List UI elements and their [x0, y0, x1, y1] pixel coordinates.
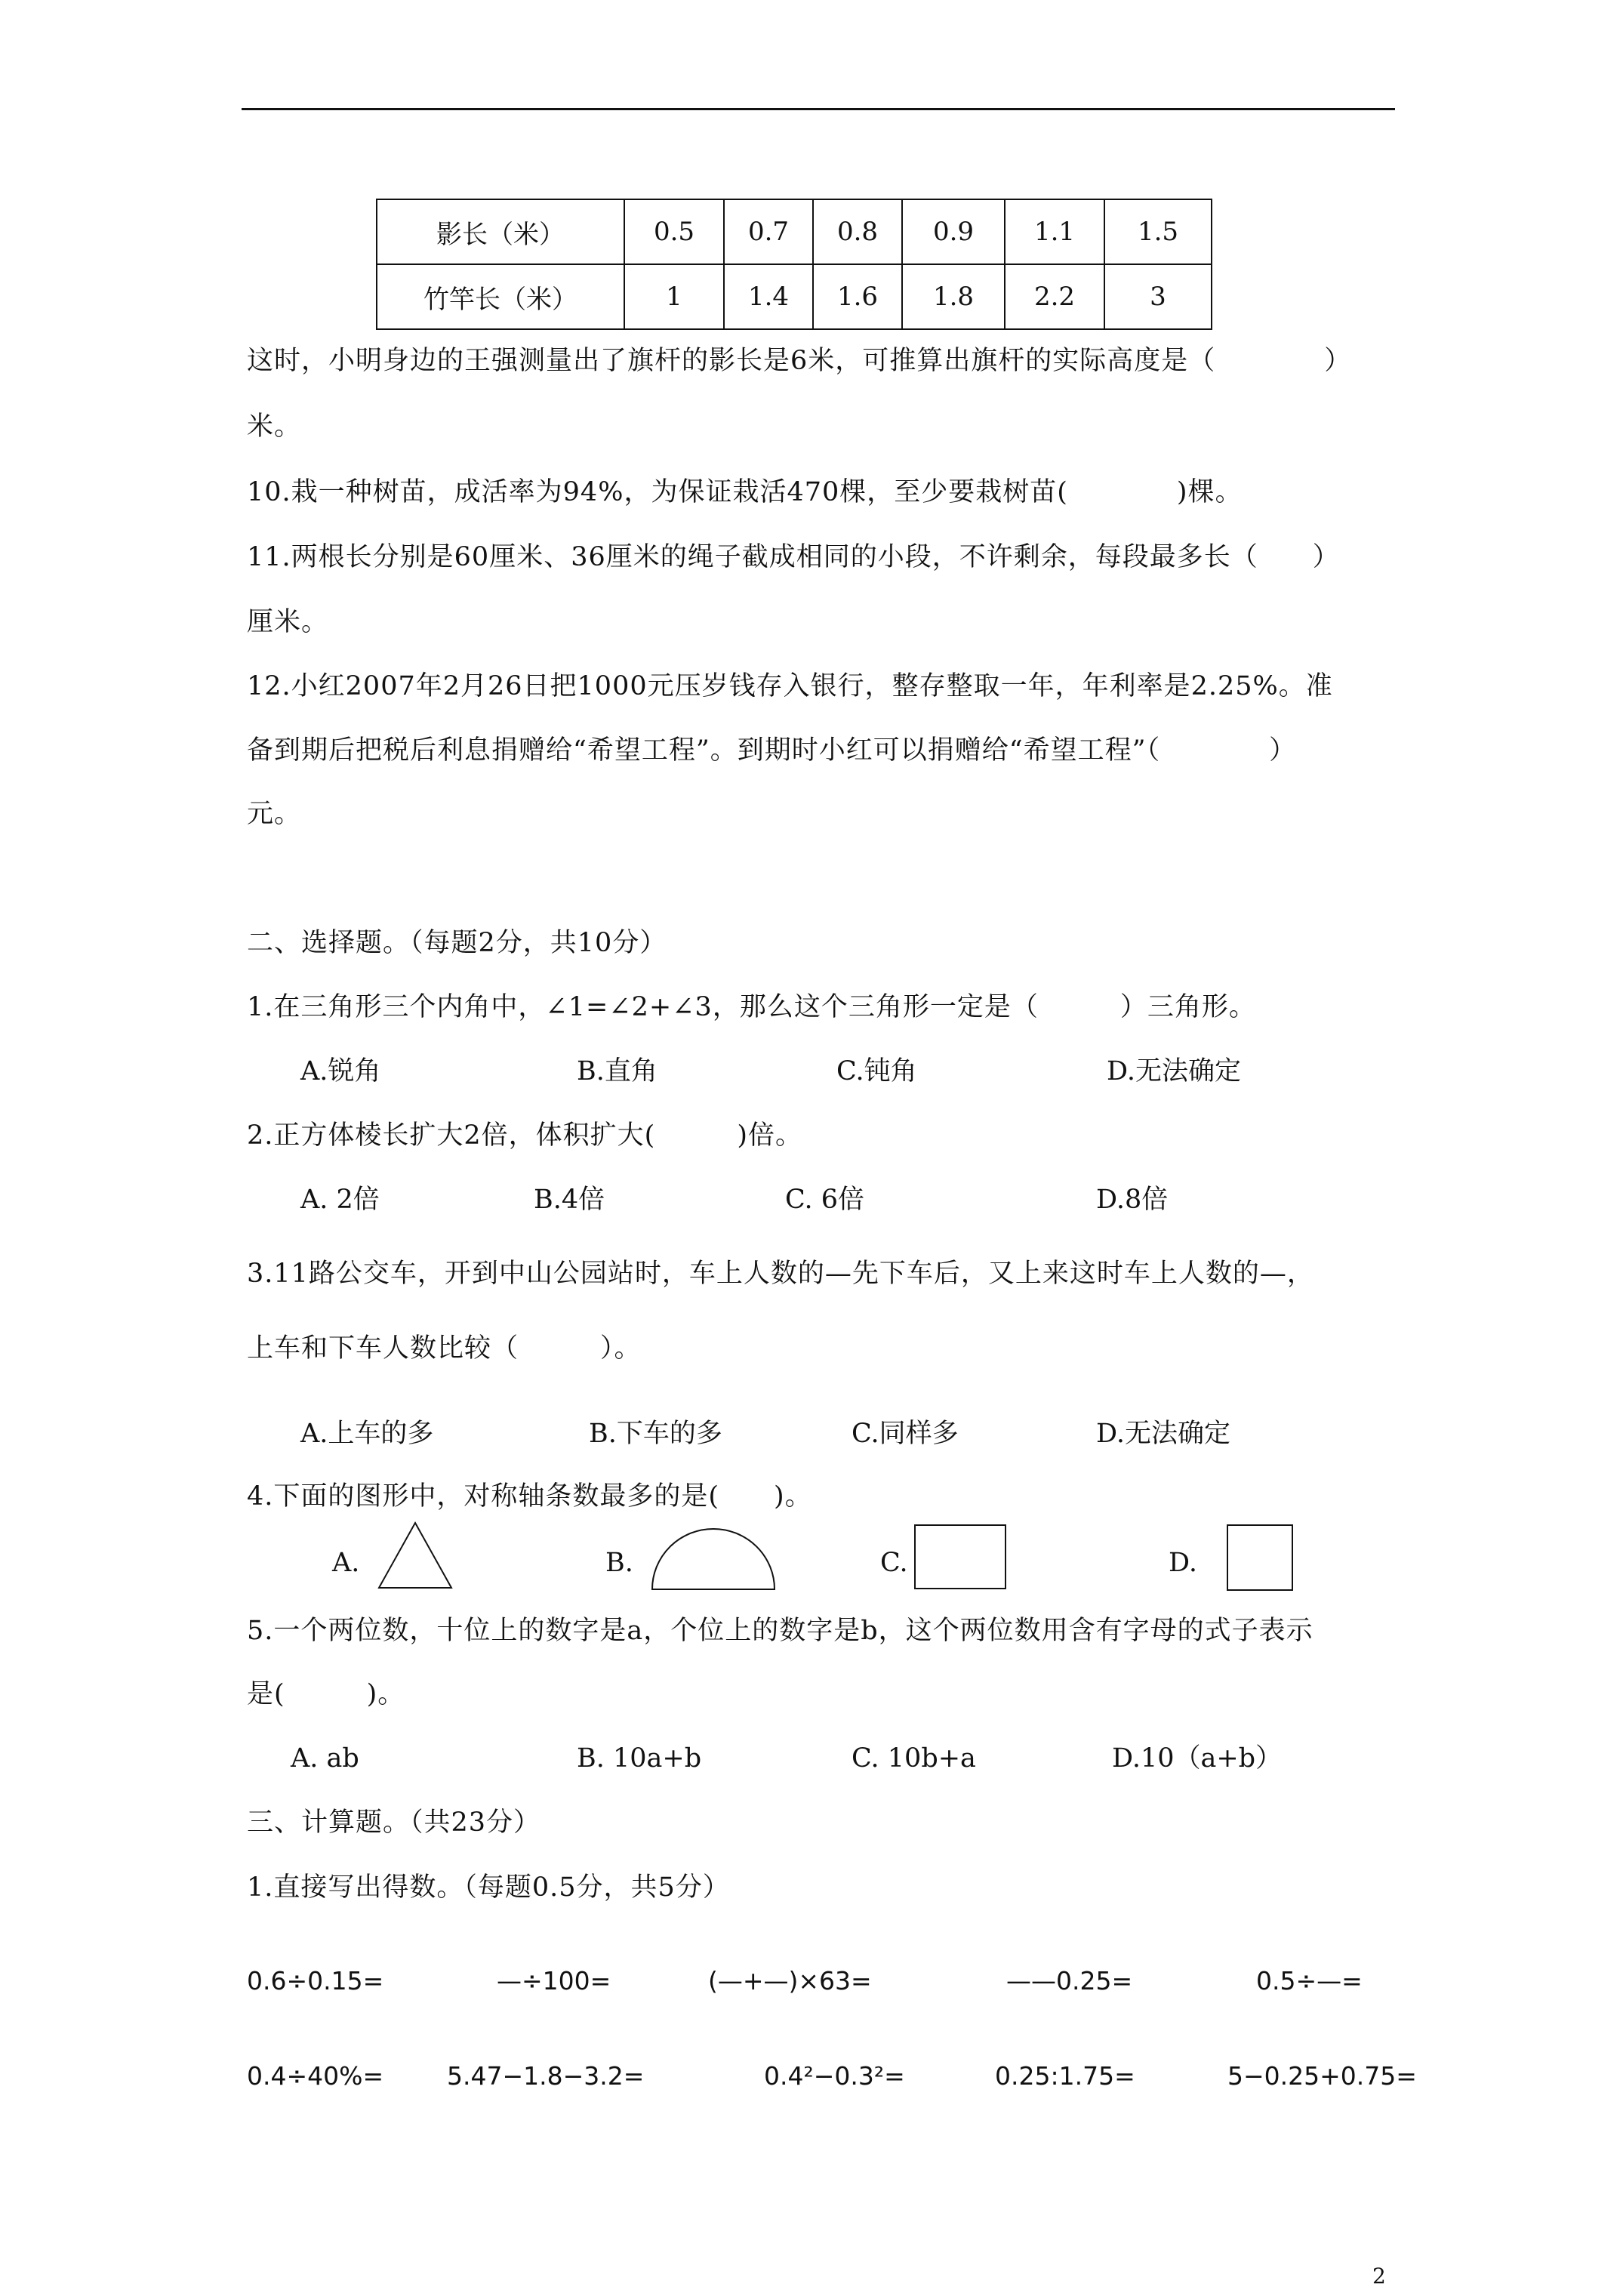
table-cell: 1.1: [1005, 199, 1104, 264]
s2-q2-stem: 2.正方体棱长扩大2倍，体积扩大( )倍。: [247, 1120, 802, 1151]
s2-q1-option-c: C.钝角: [836, 1056, 917, 1086]
s2-q4-option-a: A.: [332, 1548, 360, 1578]
section3-sub1: 1.直接写出得数。（每题0.5分，共5分）: [247, 1872, 730, 1903]
table-cell: 0.8: [813, 199, 902, 264]
table-cell: 0.7: [724, 199, 813, 264]
q12-text-end: 元。: [247, 799, 302, 829]
square-icon: [1227, 1524, 1293, 1591]
s2-q1-option-b: B.直角: [577, 1056, 658, 1086]
table-cell: 0.9: [902, 199, 1005, 264]
s2-q3-stem-cont: 上车和下车人数比较（ ）。: [247, 1333, 642, 1364]
q11-text-cont: 厘米。: [247, 607, 329, 637]
s2-q1-option-d: D.无法确定: [1107, 1056, 1241, 1086]
triangle-icon: [376, 1520, 454, 1591]
s2-q3-option-d: D.无法确定: [1096, 1419, 1230, 1449]
table-cell: 1.8: [902, 264, 1005, 329]
q10-text: 10.栽一种树苗，成活率为94%，为保证栽活470棵，至少要栽树苗( )棵。: [247, 477, 1243, 507]
page-number: 2: [1372, 2264, 1386, 2288]
table-cell: 1: [624, 264, 724, 329]
table-cell: 1.5: [1104, 199, 1212, 264]
table-cell: 1.4: [724, 264, 813, 329]
s2-q5-option-b: B. 10a+b: [577, 1743, 702, 1774]
s2-q5-option-a: A. ab: [291, 1743, 359, 1774]
s2-q5-option-c: C. 10b+a: [852, 1743, 976, 1774]
s2-q3-option-c: C.同样多: [852, 1419, 959, 1449]
s2-q2-option-d: D.8倍: [1096, 1185, 1169, 1215]
table-row: [377, 199, 1212, 264]
table-row: [377, 264, 1212, 329]
calc-item: 0.5÷—=: [1256, 1966, 1363, 1996]
q9-text: 这时，小明身边的王强测量出了旗杆的影长是6米，可推算出旗杆的实际高度是（ ）: [247, 346, 1352, 376]
q12-text: 12.小红2007年2月26日把1000元压岁钱存入银行，整存整取一年，年利率是2.25%。准: [247, 671, 1333, 701]
table-header-cell: 影长（米）: [377, 199, 624, 264]
s2-q1-option-a: A.锐角: [300, 1056, 381, 1086]
header-rule: [242, 108, 1395, 110]
shadow-table: [376, 199, 1212, 330]
calc-item: —÷100=: [497, 1966, 611, 1996]
s2-q3-option-a: A.上车的多: [300, 1419, 434, 1449]
s2-q2-option-b: B.4倍: [534, 1185, 605, 1215]
s2-q2-option-a: A. 2倍: [300, 1185, 380, 1215]
calc-item: (—+—)×63=: [708, 1966, 872, 1996]
s2-q4-option-b: B.: [605, 1548, 633, 1578]
q11-text: 11.两根长分别是60厘米、36厘米的绳子截成相同的小段，不许剩余，每段最多长（ ）: [247, 542, 1340, 572]
q9-text-cont: 米。: [247, 411, 302, 442]
s2-q1-stem: 1.在三角形三个内角中，∠1=∠2+∠3，那么这个三角形一定是（ ）三角形。: [247, 992, 1256, 1022]
s2-q2-option-c: C. 6倍: [785, 1185, 865, 1215]
table-cell: 2.2: [1005, 264, 1104, 329]
calc-item: ——0.25=: [1006, 1966, 1133, 1996]
s2-q3-option-b: B.下车的多: [589, 1419, 722, 1449]
s2-q5-option-d: D.10（a+b）: [1112, 1743, 1283, 1774]
table-cell: 0.5: [624, 199, 724, 264]
s2-q5-stem: 5.一个两位数，十位上的数字是a，个位上的数字是b，这个两位数用含有字母的式子表示: [247, 1616, 1313, 1646]
semicircle-icon: [649, 1526, 778, 1592]
calc-item: 5−0.25+0.75=: [1227, 2061, 1417, 2091]
s2-q3-stem: 3.11路公交车，开到中山公园站时，车上人数的—先下车后，又上来这时车上人数的—，: [247, 1259, 1314, 1289]
s2-q4-option-c: C.: [880, 1548, 908, 1578]
calc-item: 0.4÷40%=: [247, 2061, 384, 2091]
table-cell: 1.6: [813, 264, 902, 329]
s2-q4-option-d: D.: [1169, 1548, 1197, 1578]
s2-q4-stem: 4.下面的图形中，对称轴条数最多的是( )。: [247, 1481, 812, 1512]
s2-q5-stem-cont: 是( )。: [247, 1679, 405, 1709]
section3-title: 三、计算题。（共23分）: [247, 1808, 541, 1838]
rectangle-icon: [914, 1524, 1006, 1589]
table-header-cell: 竹竿长（米）: [377, 264, 624, 329]
calc-item: 5.47−1.8−3.2=: [447, 2061, 645, 2091]
calc-item: 0.25:1.75=: [995, 2061, 1135, 2091]
calc-item: 0.6÷0.15=: [247, 1966, 384, 1996]
section2-title: 二、选择题。（每题2分，共10分）: [247, 928, 667, 958]
q12-text-cont: 备到期后把税后利息捐赠给“希望工程”。到期时小红可以捐赠给“希望工程”（ ）: [247, 735, 1297, 766]
table-cell: 3: [1104, 264, 1212, 329]
calc-item: 0.4²−0.3²=: [764, 2061, 905, 2091]
